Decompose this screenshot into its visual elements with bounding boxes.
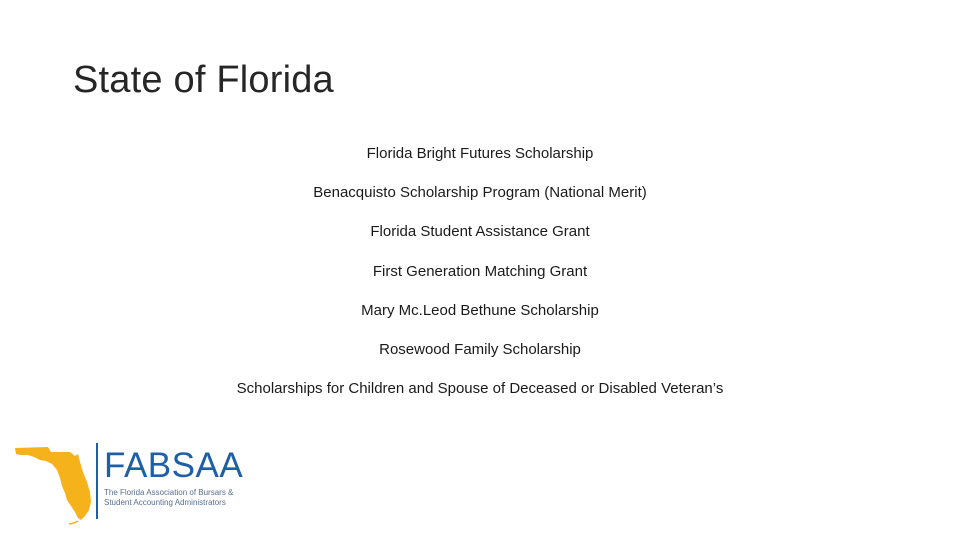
list-item: First Generation Matching Grant bbox=[372, 262, 588, 280]
list-item: Florida Student Assistance Grant bbox=[370, 223, 590, 241]
florida-shape bbox=[15, 447, 91, 520]
list-item: Rosewood Family Scholarship bbox=[379, 340, 581, 358]
list-item: Mary Mc.Leod Bethune Scholarship bbox=[361, 301, 599, 319]
list-item: Scholarships for Children and Spouse of Deceased or Disabled Veteran’s bbox=[236, 380, 724, 398]
logo-divider bbox=[96, 443, 98, 519]
logo-wordmark: FABSAA bbox=[104, 446, 244, 485]
scholarship-list bbox=[0, 140, 960, 414]
logo-subtitle-line: Student Accounting Administrators bbox=[104, 498, 226, 507]
slide-title: State of Florida bbox=[73, 59, 334, 101]
list-item: Benacquisto Scholarship Program (National Merit) bbox=[313, 184, 647, 202]
fabsaa-logo bbox=[12, 440, 272, 526]
logo-subtitle bbox=[104, 488, 233, 508]
list-item: Florida Bright Futures Scholarship bbox=[366, 145, 594, 162]
logo-subtitle-line: The Florida Association of Bursars & bbox=[104, 488, 234, 497]
florida-map-icon bbox=[12, 440, 96, 526]
florida-keys bbox=[69, 521, 78, 524]
